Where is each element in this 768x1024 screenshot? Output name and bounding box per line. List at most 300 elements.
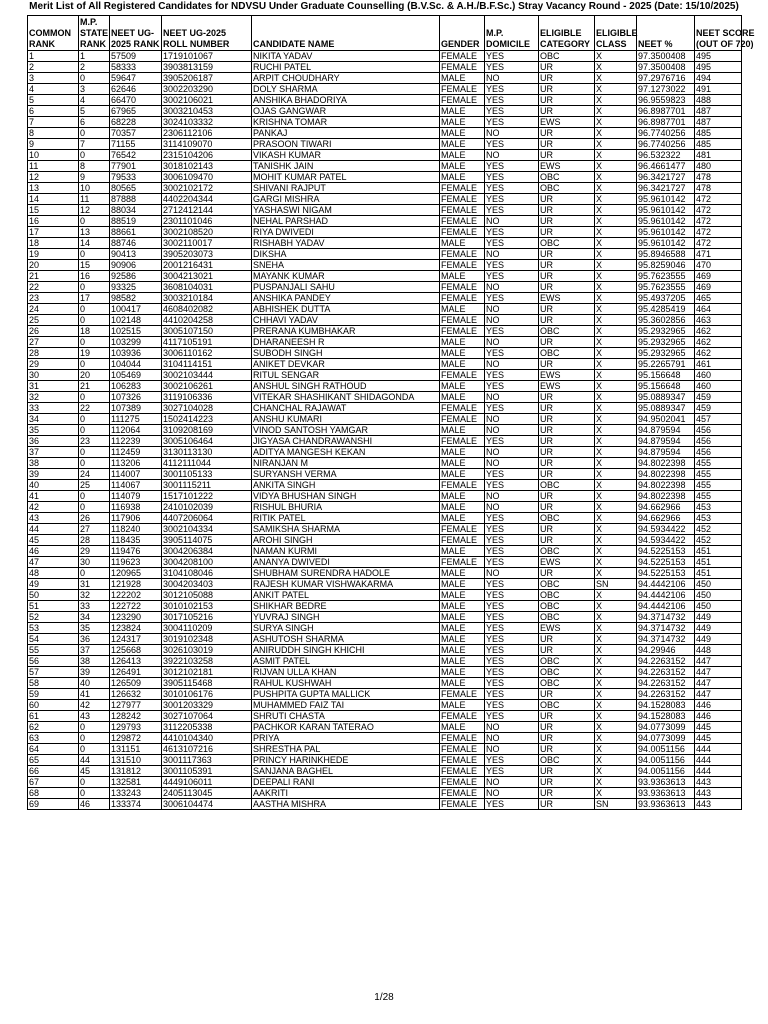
table-row: [28, 766, 742, 777]
table-cell: 122202: [110, 590, 162, 601]
table-cell: OJAS GANGWAR: [252, 106, 440, 117]
table-cell: YES: [485, 293, 539, 304]
table-cell: 494: [695, 73, 742, 84]
table-cell: 465: [695, 293, 742, 304]
column-header: [79, 16, 110, 51]
table-cell: MAYANK KUMAR: [252, 271, 440, 282]
table-cell: 3002106261: [162, 381, 252, 392]
table-cell: 105469: [110, 370, 162, 381]
table-cell: OBC: [539, 579, 595, 590]
table-cell: 0: [79, 304, 110, 315]
table-cell: YES: [485, 326, 539, 337]
table-cell: 464: [695, 304, 742, 315]
table-cell: DHARANEESH R: [252, 337, 440, 348]
table-cell: 456: [695, 425, 742, 436]
table-cell: 3026103019: [162, 645, 252, 656]
table-row: [28, 293, 742, 304]
table-cell: 94.8022398: [637, 458, 695, 469]
table-header: [28, 16, 755, 51]
table-cell: 0: [79, 744, 110, 755]
table-cell: 460: [695, 381, 742, 392]
table-cell: 96.3421727: [637, 183, 695, 194]
table-row: [28, 51, 742, 62]
table-cell: 21: [79, 381, 110, 392]
table-cell: 0: [79, 414, 110, 425]
table-cell: UR: [539, 634, 595, 645]
table-cell: NIKITA YADAV: [252, 51, 440, 62]
table-cell: 12: [28, 172, 79, 183]
table-cell: 1517101222: [162, 491, 252, 502]
table-cell: 2315104206: [162, 150, 252, 161]
table-cell: YES: [485, 84, 539, 95]
table-cell: 30: [79, 557, 110, 568]
table-cell: 95.8946588: [637, 249, 695, 260]
table-cell: 59647: [110, 73, 162, 84]
table-cell: 38: [28, 458, 79, 469]
table-cell: 3027104028: [162, 403, 252, 414]
table-row: [28, 381, 742, 392]
table-cell: FEMALE: [440, 766, 485, 777]
table-cell: 451: [695, 557, 742, 568]
table-cell: VIDYA BHUSHAN SINGH: [252, 491, 440, 502]
table-cell: 470: [695, 260, 742, 271]
table-cell: 103299: [110, 337, 162, 348]
table-cell: 56: [28, 656, 79, 667]
table-cell: X: [595, 744, 637, 755]
table-cell: X: [595, 414, 637, 425]
table-row: [28, 205, 742, 216]
table-cell: YES: [485, 700, 539, 711]
table-cell: RISHABH YADAV: [252, 238, 440, 249]
table-cell: 123290: [110, 612, 162, 623]
table-cell: X: [595, 447, 637, 458]
table-cell: YES: [485, 689, 539, 700]
table-cell: UR: [539, 150, 595, 161]
table-cell: 94.0773099: [637, 733, 695, 744]
table-cell: 2: [28, 62, 79, 73]
table-cell: X: [595, 315, 637, 326]
table-cell: YES: [485, 634, 539, 645]
table-row: [28, 194, 742, 205]
table-cell: OBC: [539, 667, 595, 678]
table-cell: YES: [485, 381, 539, 392]
table-cell: X: [595, 777, 637, 788]
table-cell: YES: [485, 95, 539, 106]
table-cell: 445: [695, 733, 742, 744]
table-cell: X: [595, 337, 637, 348]
column-header: [637, 16, 695, 51]
table-cell: 92586: [110, 271, 162, 282]
table-cell: 39: [28, 469, 79, 480]
table-cell: OBC: [539, 612, 595, 623]
table-cell: RAHUL KUSHWAH: [252, 678, 440, 689]
table-cell: 3006109470: [162, 172, 252, 183]
table-cell: NEHAL PARSHAD: [252, 216, 440, 227]
table-cell: VIKASH KUMAR: [252, 150, 440, 161]
table-cell: 66470: [110, 95, 162, 106]
table-cell: 94.29946: [637, 645, 695, 656]
table-cell: YES: [485, 667, 539, 678]
table-cell: 112459: [110, 447, 162, 458]
table-cell: NO: [485, 315, 539, 326]
table-cell: 27: [28, 337, 79, 348]
column-header-line: NEET UG-: [111, 28, 155, 38]
table-cell: X: [595, 755, 637, 766]
table-cell: 94.0051156: [637, 755, 695, 766]
table-cell: X: [595, 645, 637, 656]
table-cell: FEMALE: [440, 480, 485, 491]
table-row: [28, 370, 742, 381]
table-cell: 17: [28, 227, 79, 238]
table-cell: 26: [79, 513, 110, 524]
table-row: [28, 238, 742, 249]
table-cell: 25: [28, 315, 79, 326]
table-cell: JIGYASA CHANDRAWANSHI: [252, 436, 440, 447]
table-cell: OBC: [539, 546, 595, 557]
table-cell: 478: [695, 183, 742, 194]
table-cell: MALE: [440, 304, 485, 315]
table-cell: 68: [28, 788, 79, 799]
table-cell: FEMALE: [440, 315, 485, 326]
table-row: [28, 161, 742, 172]
table-cell: FEMALE: [440, 744, 485, 755]
table-row: [28, 601, 742, 612]
table-cell: 63: [28, 733, 79, 744]
table-cell: 453: [695, 513, 742, 524]
table-cell: 68228: [110, 117, 162, 128]
table-cell: 19: [79, 348, 110, 359]
table-cell: 96.8987701: [637, 117, 695, 128]
table-cell: 4449106011: [162, 777, 252, 788]
table-cell: 107326: [110, 392, 162, 403]
table-cell: YES: [485, 480, 539, 491]
table-cell: 58333: [110, 62, 162, 73]
table-cell: OBC: [539, 601, 595, 612]
table-cell: FEMALE: [440, 403, 485, 414]
table-cell: 14: [79, 238, 110, 249]
table-cell: YES: [485, 260, 539, 271]
table-cell: UR: [539, 249, 595, 260]
table-cell: 119476: [110, 546, 162, 557]
table-row: [28, 315, 742, 326]
table-row: [28, 183, 742, 194]
table-row: [28, 480, 742, 491]
table-cell: 16: [28, 216, 79, 227]
table-cell: 54: [28, 634, 79, 645]
table-cell: 456: [695, 436, 742, 447]
table-cell: 0: [79, 733, 110, 744]
table-cell: 3002110017: [162, 238, 252, 249]
table-cell: X: [595, 227, 637, 238]
table-cell: MALE: [440, 447, 485, 458]
table-row: [28, 337, 742, 348]
table-cell: YES: [485, 579, 539, 590]
table-cell: X: [595, 249, 637, 260]
table-cell: NO: [485, 150, 539, 161]
column-header: [485, 16, 539, 51]
table-cell: FEMALE: [440, 755, 485, 766]
table-cell: 42: [79, 700, 110, 711]
table-row: [28, 95, 742, 106]
table-cell: 3003210453: [162, 106, 252, 117]
table-cell: FEMALE: [440, 733, 485, 744]
table-cell: MALE: [440, 271, 485, 282]
table-cell: 102148: [110, 315, 162, 326]
table-row: [28, 403, 742, 414]
table-cell: 20: [79, 370, 110, 381]
table-cell: 6: [79, 117, 110, 128]
table-row: [28, 502, 742, 513]
table-cell: 4608402082: [162, 304, 252, 315]
table-row: [28, 777, 742, 788]
table-cell: 15: [79, 260, 110, 271]
table-cell: 2405113045: [162, 788, 252, 799]
table-cell: FEMALE: [440, 777, 485, 788]
table-cell: 94.8022398: [637, 480, 695, 491]
table-cell: NO: [485, 304, 539, 315]
table-cell: 472: [695, 227, 742, 238]
table-cell: 0: [79, 73, 110, 84]
table-cell: MOHIT KUMAR PATEL: [252, 172, 440, 183]
table-cell: 1: [79, 51, 110, 62]
table-cell: FEMALE: [440, 205, 485, 216]
column-header: [252, 16, 440, 51]
table-cell: MALE: [440, 469, 485, 480]
table-cell: 94.879594: [637, 425, 695, 436]
table-cell: 2: [79, 62, 110, 73]
table-cell: 0: [79, 337, 110, 348]
table-row: [28, 73, 742, 84]
table-cell: PRERANA KUMBHAKAR: [252, 326, 440, 337]
table-cell: 95.4937205: [637, 293, 695, 304]
table-cell: 93.9363613: [637, 788, 695, 799]
table-cell: 133243: [110, 788, 162, 799]
table-cell: NO: [485, 249, 539, 260]
table-cell: 445: [695, 722, 742, 733]
table-cell: X: [595, 425, 637, 436]
table-row: [28, 249, 742, 260]
table-cell: NO: [485, 491, 539, 502]
table-cell: UR: [539, 227, 595, 238]
table-cell: 94.662966: [637, 502, 695, 513]
table-cell: YES: [485, 106, 539, 117]
table-cell: OBC: [539, 678, 595, 689]
table-cell: 17: [79, 293, 110, 304]
table-cell: X: [595, 689, 637, 700]
table-cell: 457: [695, 414, 742, 425]
table-cell: 45: [28, 535, 79, 546]
table-cell: YES: [485, 711, 539, 722]
table-cell: 0: [79, 502, 110, 513]
table-cell: 29: [28, 359, 79, 370]
column-header-line: ROLL NUMBER: [163, 39, 230, 49]
table-cell: 94.5225153: [637, 557, 695, 568]
table-cell: 3001115211: [162, 480, 252, 491]
table-cell: 66: [28, 766, 79, 777]
table-cell: YES: [485, 348, 539, 359]
column-header-line: RANK: [80, 39, 106, 49]
table-cell: X: [595, 117, 637, 128]
table-cell: FEMALE: [440, 689, 485, 700]
table-cell: 97.3500408: [637, 51, 695, 62]
table-cell: 87888: [110, 194, 162, 205]
table-cell: 495: [695, 51, 742, 62]
table-cell: UR: [539, 128, 595, 139]
table-cell: MALE: [440, 645, 485, 656]
table-cell: UR: [539, 777, 595, 788]
table-cell: 487: [695, 106, 742, 117]
table-row: [28, 557, 742, 568]
table-cell: YES: [485, 601, 539, 612]
table-cell: FEMALE: [440, 414, 485, 425]
table-cell: UR: [539, 95, 595, 106]
table-cell: AROHI SINGH: [252, 535, 440, 546]
table-cell: 40: [79, 678, 110, 689]
table-cell: 94.9502041: [637, 414, 695, 425]
table-cell: FEMALE: [440, 62, 485, 73]
table-cell: X: [595, 150, 637, 161]
table-cell: 447: [695, 678, 742, 689]
table-cell: 95.0889347: [637, 403, 695, 414]
table-row: [28, 634, 742, 645]
table-cell: 93.9363613: [637, 777, 695, 788]
table-cell: OBC: [539, 238, 595, 249]
table-cell: 94.2263152: [637, 678, 695, 689]
table-cell: 15: [28, 205, 79, 216]
table-cell: RUCHI PATEL: [252, 62, 440, 73]
table-cell: 94.5225153: [637, 546, 695, 557]
table-cell: FEMALE: [440, 535, 485, 546]
column-header: [162, 16, 252, 51]
table-cell: MALE: [440, 381, 485, 392]
table-cell: X: [595, 700, 637, 711]
table-row: [28, 392, 742, 403]
table-cell: 126632: [110, 689, 162, 700]
table-cell: 3004203403: [162, 579, 252, 590]
table-cell: 3024103332: [162, 117, 252, 128]
column-header-line: M.P.: [80, 17, 98, 27]
table-cell: 131812: [110, 766, 162, 777]
table-row: [28, 282, 742, 293]
table-cell: 3003210184: [162, 293, 252, 304]
table-cell: X: [595, 359, 637, 370]
table-cell: FEMALE: [440, 84, 485, 95]
table-cell: ASMIT PATEL: [252, 656, 440, 667]
table-cell: 8: [79, 161, 110, 172]
table-cell: 80565: [110, 183, 162, 194]
page-title: Merit List of All Registered Candidates for NDVSU Under Graduate Counselling (B.V.Sc. & A.H./B.F.Sc.) Stray Vacancy Round - 2025 (Date: 15/10/2025): [29, 1, 739, 12]
table-cell: NO: [485, 744, 539, 755]
table-cell: 4117105191: [162, 337, 252, 348]
table-cell: 88746: [110, 238, 162, 249]
table-row: [28, 513, 742, 524]
table-cell: X: [595, 216, 637, 227]
table-cell: 3012105088: [162, 590, 252, 601]
table-cell: VINOD SANTOSH YAMGAR: [252, 425, 440, 436]
table-cell: 60: [28, 700, 79, 711]
table-cell: NO: [485, 425, 539, 436]
table-cell: 113206: [110, 458, 162, 469]
table-cell: 116938: [110, 502, 162, 513]
table-cell: SANJANA BAGHEL: [252, 766, 440, 777]
table-cell: FEMALE: [440, 788, 485, 799]
table-cell: UR: [539, 535, 595, 546]
table-cell: X: [595, 568, 637, 579]
table-cell: 33: [28, 403, 79, 414]
table-cell: FEMALE: [440, 216, 485, 227]
table-row: [28, 62, 742, 73]
table-row: [28, 579, 742, 590]
table-cell: 3903813159: [162, 62, 252, 73]
column-header-line: ELIGIBLE: [540, 28, 582, 38]
table-cell: FEMALE: [440, 326, 485, 337]
table-cell: NO: [485, 73, 539, 84]
table-cell: RITUL SENGAR: [252, 370, 440, 381]
table-cell: 104044: [110, 359, 162, 370]
table-cell: 95.7623555: [637, 282, 695, 293]
table-cell: EWS: [539, 161, 595, 172]
table-cell: MALE: [440, 139, 485, 150]
table-cell: X: [595, 304, 637, 315]
page-number: 1/28: [374, 992, 394, 1003]
table-cell: 450: [695, 579, 742, 590]
table-cell: RIYA DWIVEDI: [252, 227, 440, 238]
table-cell: 3002103444: [162, 370, 252, 381]
table-cell: UR: [539, 799, 595, 810]
table-cell: 3001117363: [162, 755, 252, 766]
table-cell: 30: [28, 370, 79, 381]
table-cell: 19: [28, 249, 79, 260]
table-cell: X: [595, 733, 637, 744]
table-cell: YUVRAJ SINGH: [252, 612, 440, 623]
table-cell: 94.662966: [637, 513, 695, 524]
table-cell: 97.3500408: [637, 62, 695, 73]
table-cell: DOLY SHARMA: [252, 84, 440, 95]
table-cell: 90413: [110, 249, 162, 260]
table-cell: 98582: [110, 293, 162, 304]
table-cell: UR: [539, 502, 595, 513]
column-header-line: STATE: [80, 28, 109, 38]
table-cell: GARGI MISHRA: [252, 194, 440, 205]
table-cell: MALE: [440, 359, 485, 370]
table-cell: UR: [539, 524, 595, 535]
table-cell: 96.532322: [637, 150, 695, 161]
table-cell: 114079: [110, 491, 162, 502]
table-cell: SAMIKSHA SHARMA: [252, 524, 440, 535]
table-cell: 88034: [110, 205, 162, 216]
table-cell: 444: [695, 755, 742, 766]
table-cell: 95.9610142: [637, 194, 695, 205]
table-cell: NO: [485, 458, 539, 469]
table-cell: 13: [28, 183, 79, 194]
table-cell: MALE: [440, 128, 485, 139]
table-cell: 62: [28, 722, 79, 733]
table-cell: X: [595, 480, 637, 491]
table-cell: X: [595, 51, 637, 62]
table-cell: 37: [79, 645, 110, 656]
table-cell: 94.0773099: [637, 722, 695, 733]
table-row: [28, 524, 742, 535]
table-cell: X: [595, 634, 637, 645]
table-cell: PRINCY HARINKHEDE: [252, 755, 440, 766]
table-cell: X: [595, 73, 637, 84]
table-cell: 3005106464: [162, 436, 252, 447]
table-cell: 3002104334: [162, 524, 252, 535]
table-cell: 463: [695, 315, 742, 326]
table-cell: YES: [485, 403, 539, 414]
table-cell: PUSHPITA GUPTA MALLICK: [252, 689, 440, 700]
table-cell: X: [595, 62, 637, 73]
